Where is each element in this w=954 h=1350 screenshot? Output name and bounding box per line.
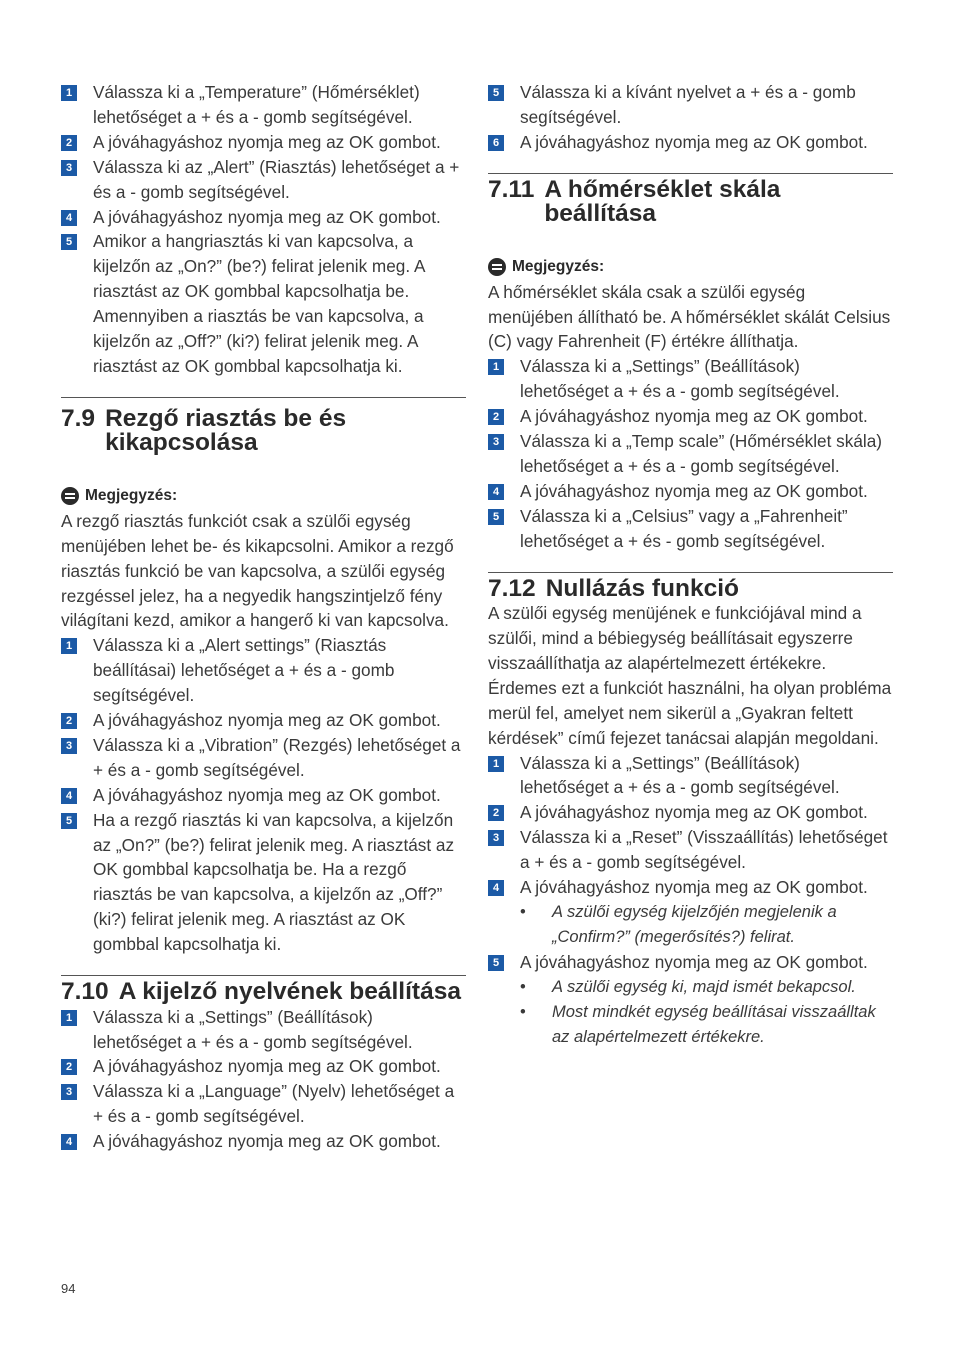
right-column [488,80,893,1049]
steps-7-11 [488,354,893,553]
step: 6 A jóváhagyáshoz nyomja meg az OK gombot. [488,130,893,155]
step: 1 Válassza ki a „Alert settings” (Riasztás beállításai) lehetőséget a + és a - gomb segítségével. [61,633,466,708]
step: 4 A jóváhagyáshoz nyomja meg az OK gombot. [61,783,466,808]
step: 1 Válassza ki a „Settings” (Beállítások) lehetőséget a + és a - gomb segítségével. [488,354,893,404]
section-heading-7-9: 7.9 Rezgő riasztás be és kikapcsolása [61,404,347,457]
note-heading: Megjegyzés: [488,255,893,280]
steps-7-12 [488,751,893,1050]
left-column [61,80,466,1154]
step: 1 Válassza ki a „Settings” (Beállítások) lehetőséget a + és a - gomb segítségével. [61,1005,466,1055]
intro-steps [61,80,466,379]
step: 1 Válassza ki a „Settings” (Beállítások) lehetőséget a + és a - gomb segítségével. [488,751,893,801]
step: 3 Válassza ki az „Alert” (Riasztás) lehetőséget a + és a - gomb segítségével. [61,155,466,205]
section-divider [61,975,466,976]
step: 5 A jóváhagyáshoz nyomja meg az OK gombot. [488,950,893,975]
step: 2 A jóváhagyáshoz nyomja meg az OK gombot. [488,404,893,429]
step: 5 Válassza ki a „Celsius” vagy a „Fahrenheit” lehetőséget a + és - gomb segítségével. [488,504,893,554]
note-text: A rezgő riasztás funkciót csak a szülői egység menüjében lehet be- és kikapcsolni. Amikor a rezgő riasztás funkció be van kapcsolva, a szülői egység rezgéssel jelez, ha a negyedik hangszintjelző fény világítani kezd, amikor a hangerő ki van kapcsolva. [61,510,454,631]
section-divider [488,173,893,174]
step: 5 Amikor a hangriasztás ki van kapcsolva, a kijelzőn az „On?” (be?) felirat jelenik meg. A riasztást az OK gombbal kapcsolhatja be. Amennyiben a riasztás be van kapcsolva, a kijelzőn az „Off?” (ki?) felirat jelenik meg. A riasztást az OK gombbal kapcsolhatja ki. [61,229,466,378]
section-heading-7-11: 7.11 A hőmérséklet skála beállítása [488,175,781,228]
step: 5 Válassza ki a kívánt nyelvet a + és a - gomb segítségével. [488,80,893,130]
section-heading-7-12: 7.12 Nullázás funkció [488,574,740,602]
step: 4 A jóváhagyáshoz nyomja meg az OK gombot. [488,875,893,900]
step: 2 A jóváhagyáshoz nyomja meg az OK gombot. [61,708,466,733]
bullet-item: • Most mindkét egység beállításai visszaálltak az alapértelmezett értékekre. [520,1002,876,1046]
section-divider [61,397,466,398]
note-icon [61,487,79,505]
step: 5 Ha a rezgő riasztás ki van kapcsolva, a kijelzőn az „On?” (be?) felirat jelenik meg. A riasztást az OK gombbal kapcsolhatja be. Ha a rezgő riasztás be van kapcsolva, a kijelzőn az „Off?” (ki?) felirat jelenik meg. A riasztást az OK gombbal kapcsolhatja ki. [61,808,466,957]
step: 4 A jóváhagyáshoz nyomja meg az OK gombot. [61,205,466,230]
steps-7-9 [61,633,466,957]
step: 2 A jóváhagyáshoz nyomja meg az OK gombot. [61,1054,466,1079]
bullet-item: • A szülői egység ki, majd ismét bekapcsol. [520,977,856,996]
step: 3 Válassza ki a „Temp scale” (Hőmérséklet skála) lehetőséget a + és a - gomb segítségével. [488,429,893,479]
step: 3 Válassza ki a „Reset” (Visszaállítás) lehetőséget a + és a - gomb segítségével. [488,825,893,875]
step: 3 Válassza ki a „Language” (Nyelv) lehetőséget a + és a - gomb segítségével. [61,1079,466,1129]
continued-steps [488,80,893,155]
note-heading: Megjegyzés: [61,484,466,509]
note-text: A hőmérséklet skála csak a szülői egység menüjében állítható be. A hőmérséklet skálát Celsius (C) vagy Fahrenheit (F) értékre állíthatja. [488,281,891,352]
section-heading-7-10: 7.10 A kijelző nyelvének beállítása [61,978,461,1006]
note-icon [488,258,506,276]
step: 2 A jóváhagyáshoz nyomja meg az OK gombot. [61,130,466,155]
step: 1 Válassza ki a „Temperature” (Hőmérséklet) lehetőséget a + és a - gomb segítségével. [61,80,466,130]
section-divider [488,572,893,573]
section-intro: A szülői egység menüjének e funkciójával mind a szülői, mind a bébiegység beállításait egyszerre visszaállíthatja az alapértelmezett értékekre. Érdemes ezt a funkciót használni, ha olyan probléma merül fel, amelyet nem sikerül a „Gyakran feltett kérdések” című fejezet tanácsai alapján megoldani. [488,603,892,748]
steps-7-10 [61,1005,466,1154]
step: 4 A jóváhagyáshoz nyomja meg az OK gombot. [488,479,893,504]
step: 4 A jóváhagyáshoz nyomja meg az OK gombot. [61,1129,466,1154]
step: 3 Válassza ki a „Vibration” (Rezgés) lehetőséget a + és a - gomb segítségével. [61,733,466,783]
page-number: 94 [61,1281,76,1296]
bullet-item: • A szülői egység kijelzőjén megjelenik a „Confirm?” (megerősítés?) felirat. [520,902,837,946]
step: 2 A jóváhagyáshoz nyomja meg az OK gombot. [488,800,893,825]
